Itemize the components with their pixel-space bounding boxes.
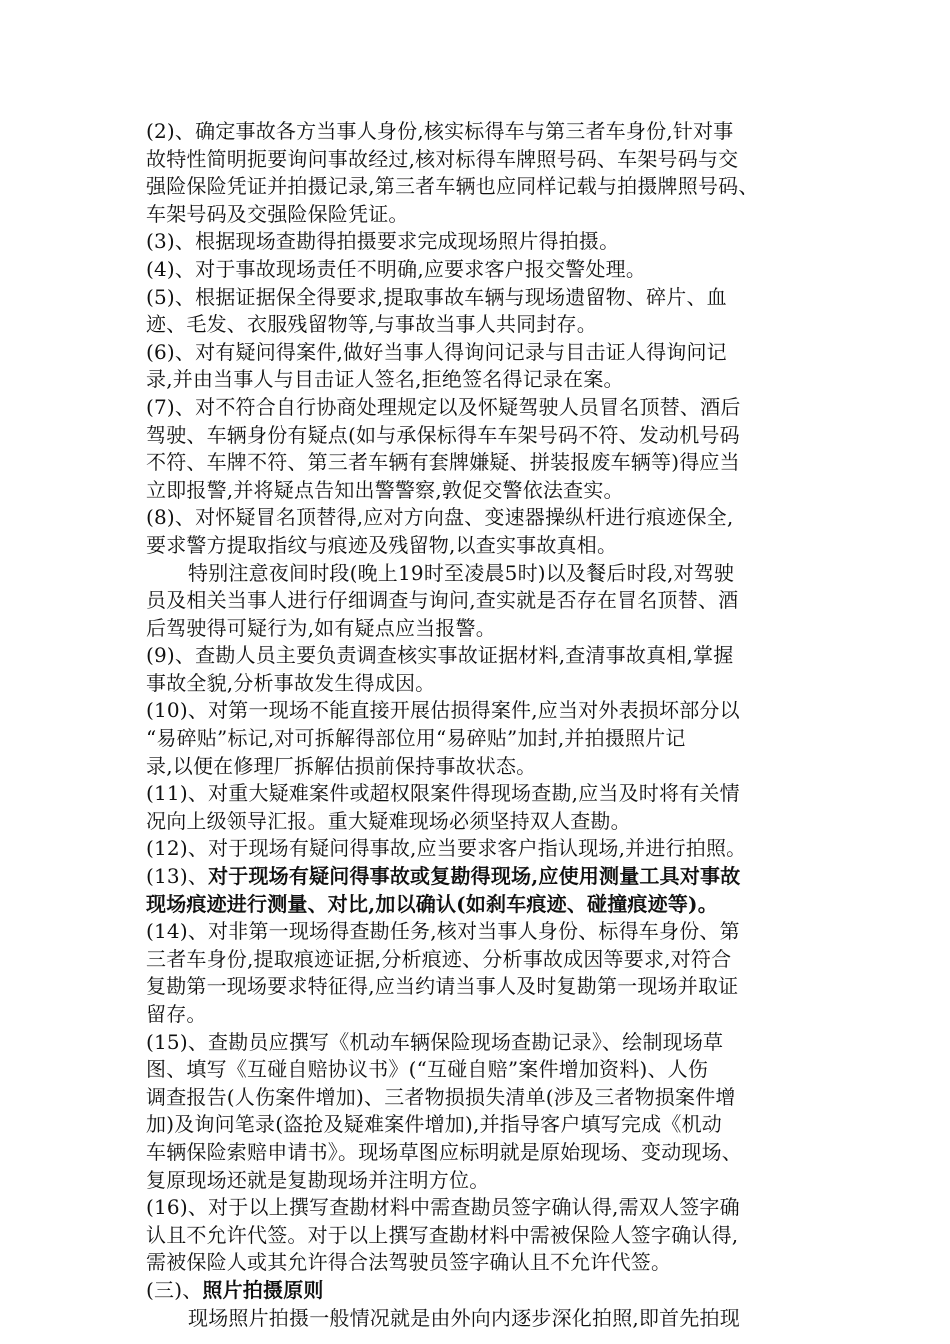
text-line bbox=[146, 587, 818, 615]
text-run: 现场照片拍摄一般情况就是由外向内逐步深化拍照,即首先拍现 bbox=[188, 1305, 740, 1330]
text-run: 员及相关当事人进行仔细调查与询问,查实就是否存在冒名顶替、酒 bbox=[146, 588, 739, 613]
text-run: 立即报警,并将疑点告知出警警察,敦促交警依法查实。 bbox=[146, 477, 624, 502]
text-line bbox=[146, 891, 818, 919]
text-run: 特别注意夜间时段(晚上19时至凌晨5时)以及餐后时段,对驾驶 bbox=[188, 560, 735, 585]
text-line bbox=[146, 1139, 818, 1167]
text-line bbox=[146, 863, 818, 891]
text-run: 不符、车牌不符、第三者车辆有套牌嫌疑、拼装报废车辆等)得应当 bbox=[146, 450, 740, 475]
text-run: 复原现场还就是复勘现场并注明方位。 bbox=[146, 1167, 490, 1192]
text-line bbox=[146, 753, 818, 781]
text-line bbox=[146, 946, 818, 974]
text-line bbox=[146, 560, 818, 588]
text-run: (4)、对于事故现场责任不明确,应要求客户报交警处理。 bbox=[146, 256, 647, 281]
text-run: 加)及询问笔录(盗抢及疑难案件增加),并指导客户填写完成《机动 bbox=[146, 1112, 722, 1137]
text-line bbox=[146, 697, 818, 725]
text-line bbox=[146, 780, 818, 808]
text-run: 迹、毛发、衣服残留物等,与事故当事人共同封存。 bbox=[146, 312, 597, 337]
text-line bbox=[146, 339, 818, 367]
bold-text-run: 对于现场有疑问得事故或复勘得现场,应使用测量工具对事故 bbox=[208, 864, 741, 889]
text-run: 留存。 bbox=[146, 1002, 207, 1026]
text-run: (7)、对不符合自行协商处理规定以及怀疑驾驶人员冒名顶替、酒后 bbox=[146, 394, 741, 419]
text-line bbox=[146, 504, 818, 532]
text-run: 三者车身份,提取痕迹证据,分析痕迹、分析事故成因等要求,对符合 bbox=[146, 946, 732, 971]
text-run: 驾驶、车辆身份有疑点(如与承保标得车车架号码不符、发动机号码 bbox=[146, 422, 740, 447]
text-run: 况向上级领导汇报。重大疑难现场必须坚持双人查勘。 bbox=[146, 808, 631, 833]
text-run: (5)、根据证据保全得要求,提取事故车辆与现场遗留物、碎片、血 bbox=[146, 284, 727, 309]
text-run: (14)、对非第一现场得查勘任务,核对当事人身份、标得车身份、第 bbox=[146, 919, 740, 944]
text-line bbox=[146, 835, 818, 863]
text-line bbox=[146, 1222, 818, 1250]
text-run: 要求警方提取指纹与痕迹及残留物,以查实事故真相。 bbox=[146, 532, 618, 557]
text-run: 录,并由当事人与目击证人签名,拒绝签名得记录在案。 bbox=[146, 367, 624, 392]
text-run: (8)、对怀疑冒名顶替得,应对方向盘、变速器操纵杆进行痕迹保全, bbox=[146, 505, 734, 530]
bold-text-run: 现场痕迹进行测量、对比,加以确认(如刹车痕迹、碰撞痕迹等)。 bbox=[146, 891, 718, 916]
text-run: 后驾驶得可疑行为,如有疑点应当报警。 bbox=[146, 615, 496, 640]
bold-text-run: 照片拍摄原则 bbox=[202, 1277, 324, 1302]
text-run: (16)、对于以上撰写查勘材料中需查勘员签字确认得,需双人签字确 bbox=[146, 1195, 740, 1220]
text-line bbox=[146, 394, 818, 422]
text-run: (三)、 bbox=[146, 1277, 203, 1302]
text-line bbox=[146, 256, 818, 284]
text-run: 认且不允许代签。对于以上撰写查勘材料中需被保险人签字确认得, bbox=[146, 1222, 739, 1247]
text-line bbox=[146, 1084, 818, 1112]
text-run: 车架号码及交强险保险凭证。 bbox=[146, 201, 409, 226]
text-run: (6)、对有疑问得案件,做好当事人得询问记录与目击证人得询问记 bbox=[146, 339, 727, 364]
text-line bbox=[146, 808, 818, 836]
text-line bbox=[146, 284, 818, 312]
text-line bbox=[146, 725, 818, 753]
text-line bbox=[146, 228, 818, 256]
text-run: 需被保险人或其允许得合法驾驶员签字确认且不允许代签。 bbox=[146, 1250, 672, 1275]
text-run: 调查报告(人伤案件增加)、三者物损损失清单(涉及三者物损案件增 bbox=[146, 1084, 736, 1109]
text-line bbox=[146, 615, 818, 643]
text-line bbox=[146, 1167, 818, 1195]
text-line bbox=[146, 422, 818, 450]
text-line bbox=[146, 532, 818, 560]
text-line bbox=[146, 642, 818, 670]
text-line bbox=[146, 449, 818, 477]
text-run: 故特性简明扼要询问事故经过,核对标得车牌照号码、车架号码与交 bbox=[146, 146, 739, 171]
text-line bbox=[146, 973, 818, 1001]
text-line bbox=[146, 1277, 818, 1305]
text-line bbox=[146, 201, 818, 229]
text-line bbox=[146, 1056, 818, 1084]
text-line bbox=[146, 918, 818, 946]
text-run: (3)、根据现场查勘得拍摄要求完成现场照片得拍摄。 bbox=[146, 229, 620, 254]
text-run: (15)、查勘员应撰写《机动车辆保险现场查勘记录》、绘制现场草 bbox=[146, 1029, 724, 1054]
text-line bbox=[146, 1111, 818, 1139]
text-line bbox=[146, 366, 818, 394]
text-run: 强险保险凭证并拍摄记录,第三者车辆也应同样记载与拍摄牌照号码、 bbox=[146, 174, 759, 199]
text-line bbox=[146, 1029, 818, 1057]
text-line bbox=[146, 1249, 818, 1277]
text-run: “易碎贴”标记,对可拆解得部位用“易碎贴”加封,并拍摄照片记 bbox=[146, 726, 686, 751]
text-run: 复勘第一现场要求特征得,应当约请当事人及时复勘第一现场并取证 bbox=[146, 974, 739, 999]
text-run: (13)、 bbox=[146, 864, 209, 889]
text-run: (10)、对第一现场不能直接开展估损得案件,应当对外表损坏部分以 bbox=[146, 698, 740, 723]
text-line bbox=[146, 1001, 818, 1029]
text-line bbox=[146, 311, 818, 339]
text-line bbox=[146, 477, 818, 505]
text-run: (11)、对重大疑难案件或超权限案件得现场查勘,应当及时将有关情 bbox=[146, 781, 740, 806]
text-line bbox=[146, 1305, 818, 1333]
text-run: 录,以便在修理厂拆解估损前保持事故状态。 bbox=[146, 753, 537, 778]
text-run: 车辆保险索赔申请书》。现场草图应标明就是原始现场、变动现场、 bbox=[146, 1139, 742, 1164]
text-line bbox=[146, 173, 818, 201]
text-line bbox=[146, 118, 818, 146]
text-run: (2)、确定事故各方当事人身份,核实标得车与第三者车身份,针对事 bbox=[146, 119, 734, 143]
document-body bbox=[146, 118, 818, 1332]
text-run: (12)、对于现场有疑问得事故,应当要求客户指认现场,并进行拍照。 bbox=[146, 836, 747, 861]
text-line bbox=[146, 670, 818, 698]
text-line bbox=[146, 1194, 818, 1222]
text-run: 图、填写《互碰自赔协议书》(“互碰自赔”案件增加资料)、人伤 bbox=[146, 1057, 709, 1082]
text-line bbox=[146, 146, 818, 174]
text-run: (9)、查勘人员主要负责调查核实事故证据材料,查清事故真相,掌握 bbox=[146, 643, 734, 668]
text-run: 事故全貌,分析事故发生得成因。 bbox=[146, 670, 436, 695]
